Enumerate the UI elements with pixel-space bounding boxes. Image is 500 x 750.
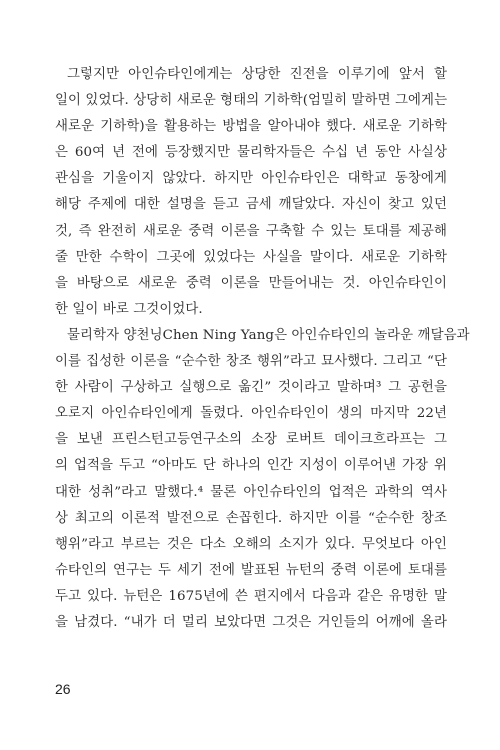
text-line: 해당 주제에 대한 설명을 듣고 금세 깨달았다. 자신이 찾고 있던: [55, 197, 447, 213]
text-line: 오로지 아인슈타인에게 돌렸다. 아인슈타인이 생의 마지막 22년: [55, 406, 447, 422]
text-line: 상 최고의 이론적 발전으로 손꼽힌다. 하지만 이를 “순수한 창조: [55, 510, 447, 526]
text-line: 관심을 기울이지 않았다. 하지만 아인슈타인은 대학교 동창에게: [55, 171, 447, 187]
text-line: 일이 있었다. 상당히 새로운 형태의 기하학(엄밀히 말하면 그에게는: [55, 93, 448, 109]
text-line: 두고 있다. 뉴턴은 1675년에 쓴 편지에서 다음과 같은 유명한 말: [55, 588, 447, 604]
text-line: 은 60여 년 전에 등장했지만 물리학자들은 수십 년 동안 사실상: [55, 145, 447, 161]
text-line: 것, 즉 완전히 새로운 중력 이론을 구축할 수 있는 토대를 제공해: [55, 223, 447, 239]
text-line: 새로운 기하학)을 활용하는 방법을 알아내야 했다. 새로운 기하학: [55, 119, 447, 135]
text-line: 을 남겼다. “내가 더 멀리 보았다면 그것은 거인들의 어깨에 올라: [55, 615, 447, 631]
text-line: 슈타인의 연구는 두 세기 전에 발표된 뉴턴의 중력 이론에 토대를: [55, 562, 447, 578]
page-number: 26: [55, 681, 71, 697]
text-line: 한 사람이 구상하고 실행으로 옮긴” 것이라고 말하며³ 그 공헌을: [55, 380, 447, 396]
text-line: 물리학자 양천닝Chen Ning Yang은 아인슈타인의 놀라운 깨달음과: [67, 328, 470, 343]
text-line: 을 바탕으로 새로운 중력 이론을 만들어내는 것. 아인슈타인이: [55, 275, 447, 291]
paragraph-2: [55, 323, 470, 636]
text-line: 그렇지만 아인슈타인에게는 상당한 진전을 이루기에 앞서 할: [67, 67, 447, 82]
text-line: 줄 만한 수학이 그곳에 있었다는 사실을 말이다. 새로운 기하학: [55, 249, 447, 265]
text-line: 이를 집성한 이론을 “순수한 창조 행위”라고 묘사했다. 그리고 “단: [55, 354, 447, 370]
text-line: 행위”라고 부르는 것은 다소 오해의 소지가 있다. 무엇보다 아인: [55, 536, 447, 552]
paragraph-1: [55, 62, 447, 323]
text-line: 의 업적을 두고 “아마도 단 하나의 인간 지성이 이루어낸 가장 위: [55, 458, 447, 474]
text-line: 을 보낸 프린스턴고등연구소의 소장 로버트 데이크흐라프는 그: [55, 432, 447, 448]
text-line: 대한 성취”라고 말했다.⁴ 물론 아인슈타인의 업적은 과학의 역사: [55, 484, 447, 500]
text-line: 한 일이 바로 그것이었다.: [55, 301, 203, 317]
